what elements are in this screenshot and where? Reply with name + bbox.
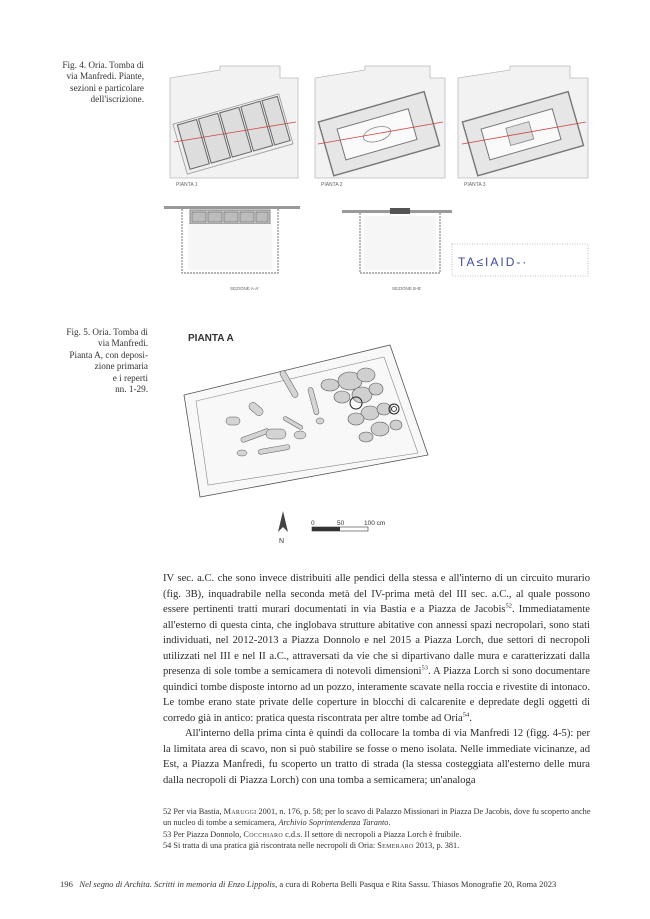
section-b-label: SEZIONE B-B' [392,286,422,291]
paragraph-text: . A Piazza Lorch si sono documentare quindici tombe disposte intorno ad un pozzo, interamente scavate nella roccia e rivestite di intonaco. Le tombe erano state private delle coperture in blocchi di calcarenite e depredate degli oggetti di corredo già in antico: pratica questa riscontrata per altre tombe ad Oria [163,666,590,724]
inscription-text: TA≤IAID-· [458,255,529,269]
caption-line: Fig. 4. Oria. Tomba di [62,60,144,70]
footnote-text: 54 Si tratta di una pratica già riscontrata nelle necropoli di Oria: [163,841,378,851]
caption-line: sezioni e particolare [70,82,144,93]
body-text [163,571,590,788]
scale-bar [311,520,385,531]
footnote-author: Maruggi [223,807,257,816]
book-title: Nel segno di Archita. Scritti in memoria di Enzo Lippolis [79,879,276,889]
caption-line: Fig. 5. Oria. Tomba di [66,327,148,337]
inscription-detail [452,244,588,276]
footnote-52 [163,806,593,829]
north-label: N [279,538,285,545]
plan-1 [170,66,298,188]
plan-2 [315,66,445,188]
footnotes [163,806,593,852]
caption-line: dell'iscrizione. [90,94,144,105]
footnote-text: 52 Per via Bastia, [163,807,224,816]
figure-5-caption [40,327,148,395]
scale-label-0: 0 [311,520,315,527]
footnote-ref-52[interactable]: 52 [505,602,513,610]
caption-line: via Manfredi. [97,338,148,349]
footnote-text: 2013, p. 381. [413,841,460,851]
caption-line: Pianta A, con deposi- [69,349,148,360]
caption-line: via Manfredi. Piante, [66,71,144,82]
caption-line: zione primaria [94,361,148,372]
footnote-53 [163,829,593,840]
figure-5-drawing [170,325,440,550]
tomb-plan [184,345,428,497]
footnote-text: 2001, n. 176, p. 58; per lo scavo di Palazzo Missionari in Piazza De Jacobis, dove fu scoperto anche un nucleo di tombe a semicamera, [163,807,591,828]
footnote-text: . [388,818,391,828]
footer-citation: , a cura di Roberta Belli Pasqua e Rita Sassu. Thiasos Monografie 20, Roma 2023 [275,879,557,889]
section-a-label: SEZIONE A-A' [230,286,260,291]
plan-a-title: PIANTA A [188,333,234,344]
footnote-54 [163,840,593,851]
section-b [342,208,452,291]
page-footer [60,879,620,889]
footnote-author: Cocchiaro [243,829,283,839]
footnote-text: c.d.s. Il settore di necropoli a Piazza Lorch è fruibile. [283,829,462,839]
figure-4-drawing [160,58,600,308]
page-number: 196 [60,879,73,889]
footnote-author: Semeraro [377,841,414,851]
figure-4-caption [40,60,144,106]
footnote-text: 53 Per Piazza Donnolo, [163,829,244,839]
plan-3 [458,66,588,188]
paragraph-1 [163,571,590,726]
plan-3-label: PIANTA 3 [464,182,486,188]
footnote-ref-54[interactable]: 54 [462,710,470,718]
section-a [164,206,300,291]
paragraph-2: All'interno della prima cinta è quindi da collocare la tomba di via Manfredi 12 (figg. 4-5): per la limitata area di scavo, non si può stabilire se fosse o meno isolata. Nelle immediate vicinanze, ad Est, a Piazza Manfredi, fu scoperto un tratto di strada (la stessa costeggiata all'esterno delle mura dalla necropoli di Piazza Lorch) con una tomba a semicamera; un'analoga [163,728,590,786]
scale-label-100: 100 cm [364,520,386,527]
north-arrow-icon [278,511,288,545]
plan-2-label: PIANTA 2 [321,182,343,188]
plan-1-label: PIANTA 1 [176,182,198,188]
footnote-archive: Archivio Soprintendenza Taranto [278,818,389,828]
footnote-ref-53[interactable]: 53 [421,664,428,672]
caption-line: nn. 1-29. [115,384,148,395]
scale-label-50: 50 [337,520,345,527]
paragraph-text: . Immediatamente all'esterno di questa cinta, che inglobava strutture abitative con annessi spazi necropolari, sono stati individuati, nel 2012-2013 a Piazza Donnolo e nel 2015 a Piazza Lorch, due settori di necropoli utilizzati nel III e nel II a.C., attraversati da vie che si dipartivano dalle mura e caratterizzati dalla presenza di sole tombe a semicamera di notevoli dimensioni [163,604,590,677]
paragraph-text: IV sec. a.C. che sono invece distribuiti alle pendici della stessa e all'interno di un circuito murario (fig. 3B), inquadrabile nella seconda metà del IV-prima metà del III sec. a.C., al quale possono essere pertinenti tratti murari documentati in via Bastia e a Piazza de Jacobis [163,573,590,615]
caption-line: e i reperti [112,372,148,383]
paragraph-text: . [469,712,472,724]
